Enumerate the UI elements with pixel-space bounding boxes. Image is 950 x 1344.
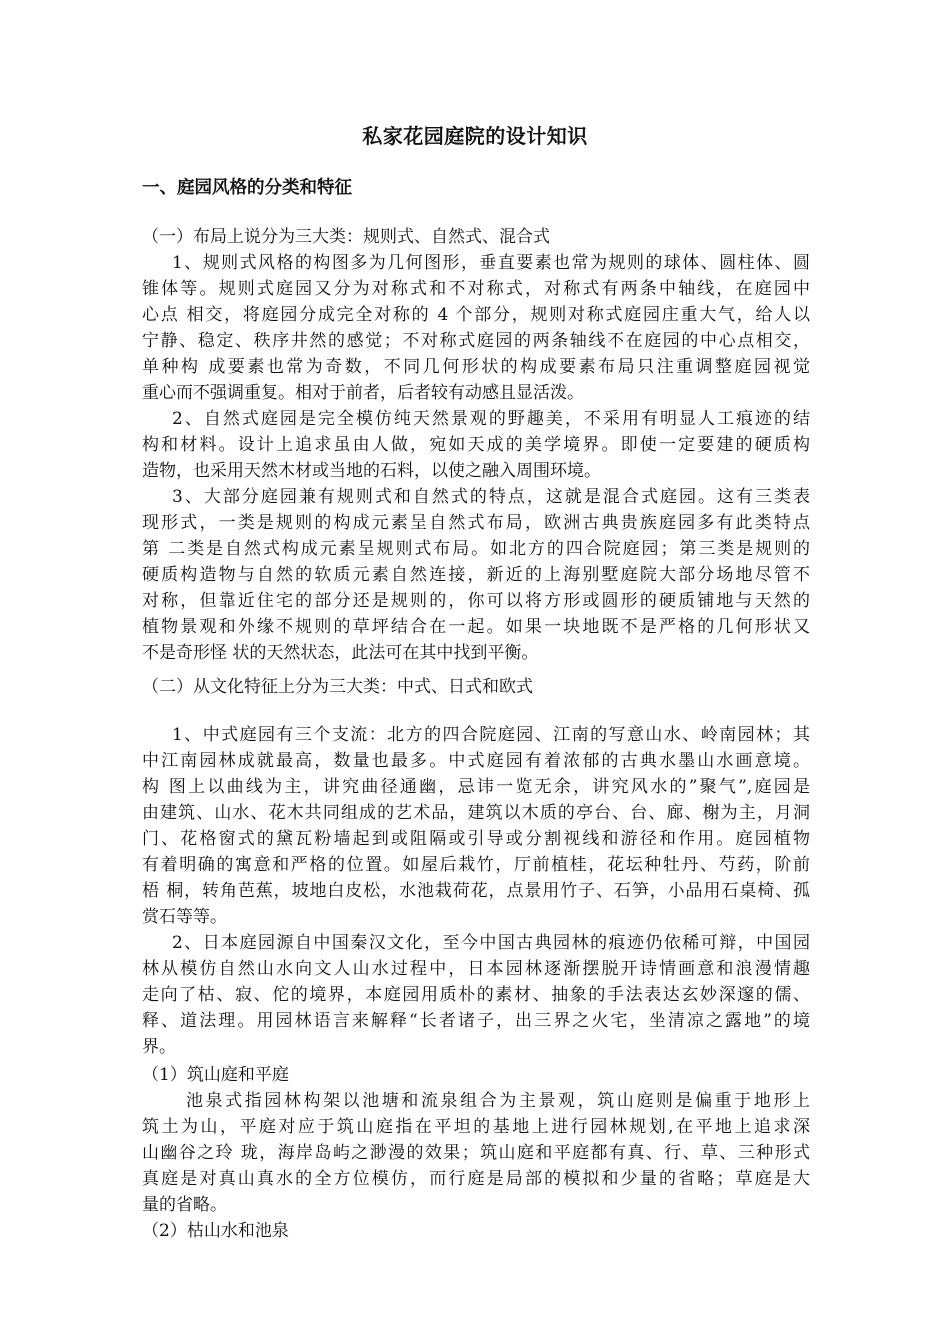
paragraph-line: 3、大部分庭园兼有规则式和自然式的特点，这就是混合式庭园。这有三类表 [172, 487, 810, 507]
section-heading-styles: 一、庭园风格的分类和特征 [142, 178, 352, 198]
paragraph-line: 中江南园林成就最高，数量也最多。中式庭园有着浓郁的古典水墨山水画意境。 [142, 751, 810, 771]
paragraph-line: 由建筑、山水、花木共同组成的艺术品，建筑以木质的亭台、台、廊、榭为主，月洞 [142, 803, 810, 823]
paragraph-line: 构和材料。设计上追求虽由人做，宛如天成的美学境界。即使一定要建的硬质构 [142, 435, 810, 455]
paragraph-line: 1、规则式风格的构图多为几何图形，垂直要素也常为规则的球体、圆柱体、圆 [172, 253, 810, 273]
paragraph-line: 重心而不强调重复。相对于前者，后者较有动感且显活泼。 [142, 383, 584, 403]
document-title: 私家花园庭院的设计知识 [362, 124, 588, 148]
paragraph-line: 走向了枯、寂、佗的境界，本庭园用质朴的素材、抽象的手法表达玄妙深邃的儒、 [142, 985, 810, 1005]
paragraph-line: 2、日本庭园源自中国秦汉文化，至今中国古典园林的痕迹仍依稀可辩，中国园 [172, 933, 810, 953]
paragraph-line: 宁静、稳定、秩序井然的感觉；不对称式庭园的两条轴线不在庭园的中心点相交， [142, 331, 810, 351]
paragraph-line: 量的省略。 [142, 1195, 227, 1215]
paragraph-line: 林从模仿自然山水向文人山水过程中，日本园林逐渐摆脱开诗情画意和浪漫情趣 [142, 959, 810, 979]
paragraph-line: 界。 [142, 1037, 176, 1057]
paragraph-line: 构 图上以曲线为主，讲究曲径通幽，忌讳一览无余，讲究风水的”聚气”,庭园是 [142, 777, 810, 797]
paragraph-line: 锥体等。规则式庭园又分为对称式和不对称式，对称式有两条中轴线，在庭园中 [142, 279, 810, 299]
paragraph-line: 硬质构造物与自然的软质元素自然连接，新近的上海别墅庭院大部分场地尽管不 [142, 565, 810, 585]
paragraph-line: 梧 桐，转角芭蕉，坡地白皮松，水池栽荷花，点景用竹子、石笋，小品用石桌椅、孤 [142, 881, 810, 901]
paragraph-line: 1、中式庭园有三个支流：北方的四合院庭园、江南的写意山水、岭南园林；其 [172, 725, 810, 745]
subheading-tsukiyama: （1）筑山庭和平庭 [142, 1065, 289, 1085]
paragraph-line: 第 二类是自然式构成元素呈规则式布局。如北方的四合院庭园；第三类是规则的 [142, 539, 810, 559]
paragraph-line: 不是奇形怪 状的天然状态，此法可在其中找到平衡。 [142, 643, 539, 663]
paragraph-line: 有着明确的寓意和严格的位置。如屋后栽竹，厅前植桂，花坛种牡丹、芍药，阶前 [142, 855, 810, 875]
paragraph-line: 单种构 成要素也常为奇数，不同几何形状的构成要素布局只注重调整庭园视觉 [142, 357, 810, 377]
subheading-karesansui: （2）枯山水和池泉 [142, 1221, 289, 1241]
paragraph-line: 筑土为山，平庭对应于筑山庭指在平坦的基地上进行园林规划,在平地上追求深 [142, 1117, 810, 1137]
paragraph-line: 释、道法理。用园林语言来解释“长者诸子，出三界之火宅，坐清凉之露地”的境 [142, 1011, 810, 1031]
paragraph-line: 植物景观和外缘不规则的草坪结合在一起。如果一块地既不是严格的几何形状又 [142, 617, 810, 637]
subsection-heading-layout: （一）布局上说分为三大类：规则式、自然式、混合式 [142, 227, 550, 247]
paragraph-line: 心点 相交，将庭园分成完全对称的 4 个部分，规则对称式庭园庄重大气，给人以 [142, 305, 810, 325]
paragraph-line: 山幽谷之玲 珑，海岸岛屿之渺漫的效果；筑山庭和平庭都有真、行、草、三种形式 [142, 1143, 810, 1163]
subsection-heading-culture: （二）从文化特征上分为三大类：中式、日式和欧式 [142, 677, 533, 697]
paragraph-line: 现形式，一类是规则的构成元素呈自然式布局，欧洲古典贵族庭园多有此类特点 [142, 513, 810, 533]
paragraph-line: 对称，但靠近住宅的部分还是规则的，你可以将方形或圆形的硬质铺地与天然的 [142, 591, 810, 611]
paragraph-line: 门、花格窗式的黛瓦粉墙起到或阻隔或引导或分割视线和游径和作用。庭园植物 [142, 829, 810, 849]
paragraph-line: 真庭是对真山真水的全方位模仿，而行庭是局部的模拟和少量的省略；草庭是大 [142, 1169, 810, 1189]
paragraph-line: 赏石等等。 [142, 907, 227, 927]
paragraph-line: 2、自然式庭园是完全模仿纯天然景观的野趣美，不采用有明显人工痕迹的结 [172, 409, 810, 429]
paragraph-line: 造物，也采用天然木材或当地的石料，以使之融入周围环境。 [142, 461, 601, 481]
paragraph-line: 池泉式指园林构架以池塘和流泉组合为主景观，筑山庭则是偏重于地形上 [186, 1091, 810, 1111]
